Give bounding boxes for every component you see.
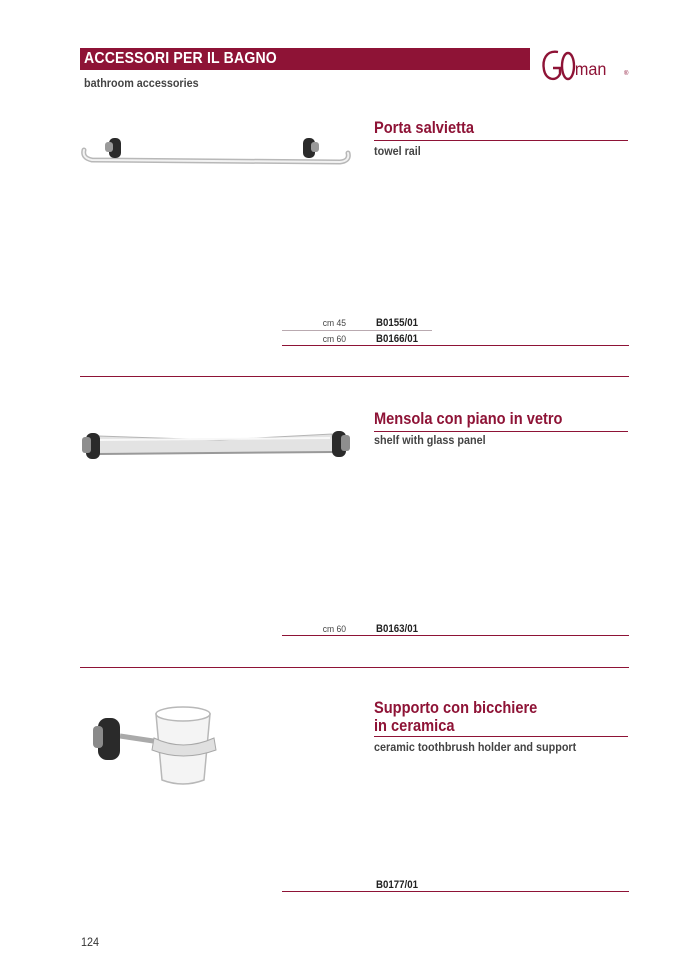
glass-shelf-image — [80, 426, 352, 466]
product-title-line1: Supporto con bicchiere — [374, 698, 538, 717]
product-code: B0166/01 — [376, 333, 418, 345]
product-size: cm 60 — [322, 334, 346, 345]
product-code: B0177/01 — [376, 879, 418, 891]
page-subtitle: bathroom accessories — [84, 76, 199, 90]
product-bottom-rule — [282, 635, 629, 636]
svg-text:®: ® — [624, 71, 629, 77]
svg-text:man: man — [574, 59, 607, 80]
product-bottom-rule — [282, 891, 629, 892]
product-code: B0163/01 — [376, 623, 418, 635]
product-title-line2: in ceramica — [374, 716, 455, 735]
product-subtitle: towel rail — [374, 144, 421, 158]
product-title: Mensola con piano in vetro — [374, 409, 563, 428]
toothbrush-holder-image — [90, 700, 230, 792]
product-bottom-rule — [282, 345, 629, 346]
section-divider — [80, 667, 629, 668]
title-divider — [374, 140, 628, 141]
product-subtitle: shelf with glass panel — [374, 433, 486, 447]
towel-rail-image — [78, 128, 353, 174]
title-divider — [374, 736, 628, 737]
product-code: B0155/01 — [376, 317, 418, 329]
product-title: Porta salvietta — [374, 118, 474, 137]
brand-logo — [538, 44, 636, 88]
product-size: cm 60 — [322, 624, 346, 635]
page-title: ACCESSORI PER IL BAGNO — [84, 50, 277, 67]
variant-divider — [282, 330, 432, 331]
section-divider — [80, 376, 629, 377]
title-divider — [374, 431, 628, 432]
page-number: 124 — [81, 935, 100, 949]
product-size: cm 45 — [322, 318, 346, 329]
product-subtitle: ceramic toothbrush holder and support — [374, 740, 577, 754]
